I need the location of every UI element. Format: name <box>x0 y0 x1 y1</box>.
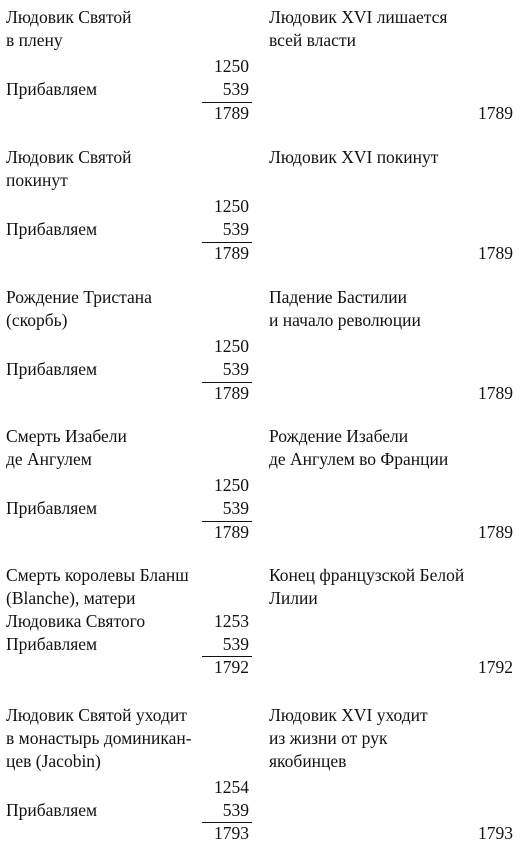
add-label: Прибавляем <box>6 800 98 820</box>
entry-2 <box>0 146 520 286</box>
entry-3 <box>0 286 520 426</box>
right-event-line: и начало революции <box>269 310 421 330</box>
left-event-line: в монастырь доминикан- <box>6 728 192 748</box>
start-year: 1250 <box>214 196 249 216</box>
entry-6 <box>0 704 520 844</box>
left-event-line: (скорбь) <box>6 310 68 330</box>
add-label: Прибавляем <box>6 359 98 379</box>
sum-year: 1789 <box>214 103 249 123</box>
left-event-line: Рождение Тристана <box>6 287 152 307</box>
right-year: 1789 <box>478 522 513 542</box>
added-value: 539 <box>222 498 249 518</box>
add-label: Прибавляем <box>6 498 98 518</box>
sum-year: 1789 <box>214 383 249 403</box>
added-value: 539 <box>222 800 249 820</box>
left-event-line: (Blanche), матери <box>6 588 136 608</box>
add-label: Прибавляем <box>6 79 98 99</box>
add-label: Прибавляем <box>6 219 98 239</box>
left-event-line: Людовика Святого <box>6 611 146 631</box>
entry-1 <box>0 6 520 146</box>
right-year: 1792 <box>478 657 513 677</box>
added-value: 539 <box>222 79 249 99</box>
right-year: 1793 <box>478 823 513 843</box>
left-event-line: Людовик Святой <box>6 7 132 27</box>
start-year: 1250 <box>214 56 249 76</box>
left-event-line: Смерть Изабели <box>6 426 127 446</box>
right-event-line: из жизни от рук <box>269 728 388 748</box>
right-year: 1789 <box>478 383 513 403</box>
right-event-line: де Ангулем во Франции <box>269 449 449 469</box>
left-event-line: Смерть королевы Бланш <box>6 565 189 585</box>
right-event-line: якобинцев <box>269 751 347 771</box>
sum-year: 1792 <box>214 657 249 677</box>
right-year: 1789 <box>478 103 513 123</box>
entry-4 <box>0 425 520 565</box>
right-year: 1789 <box>478 243 513 263</box>
sum-year: 1793 <box>214 823 249 843</box>
added-value: 539 <box>222 634 249 654</box>
right-event-line: Падение Бастилии <box>269 287 408 307</box>
right-event-line: Конец французской Белой <box>269 565 465 585</box>
right-event-line: всей власти <box>269 30 356 50</box>
entry-5 <box>0 564 520 704</box>
sum-year: 1789 <box>214 522 249 542</box>
start-year: 1253 <box>214 611 249 631</box>
start-year: 1250 <box>214 475 249 495</box>
left-event-line: цев (Jacobin) <box>6 751 101 771</box>
left-event-line: Людовик Святой уходит <box>6 705 187 725</box>
add-label: Прибавляем <box>6 634 98 654</box>
left-event-line: покинут <box>6 170 68 190</box>
sum-year: 1789 <box>214 243 249 263</box>
right-event-line: Людовик XVI покинут <box>269 147 439 167</box>
added-value: 539 <box>222 219 249 239</box>
left-event-line: Людовик Святой <box>6 147 132 167</box>
right-event-line: Людовик XVI лишается <box>269 7 448 27</box>
start-year: 1250 <box>214 336 249 356</box>
right-event-line: Людовик XVI уходит <box>269 705 428 725</box>
left-event-line: в плену <box>6 30 63 50</box>
right-event-line: Рождение Изабели <box>269 426 409 446</box>
start-year: 1254 <box>214 777 249 797</box>
added-value: 539 <box>222 359 249 379</box>
right-event-line: Лилии <box>269 588 318 608</box>
left-event-line: де Ангулем <box>6 449 92 469</box>
